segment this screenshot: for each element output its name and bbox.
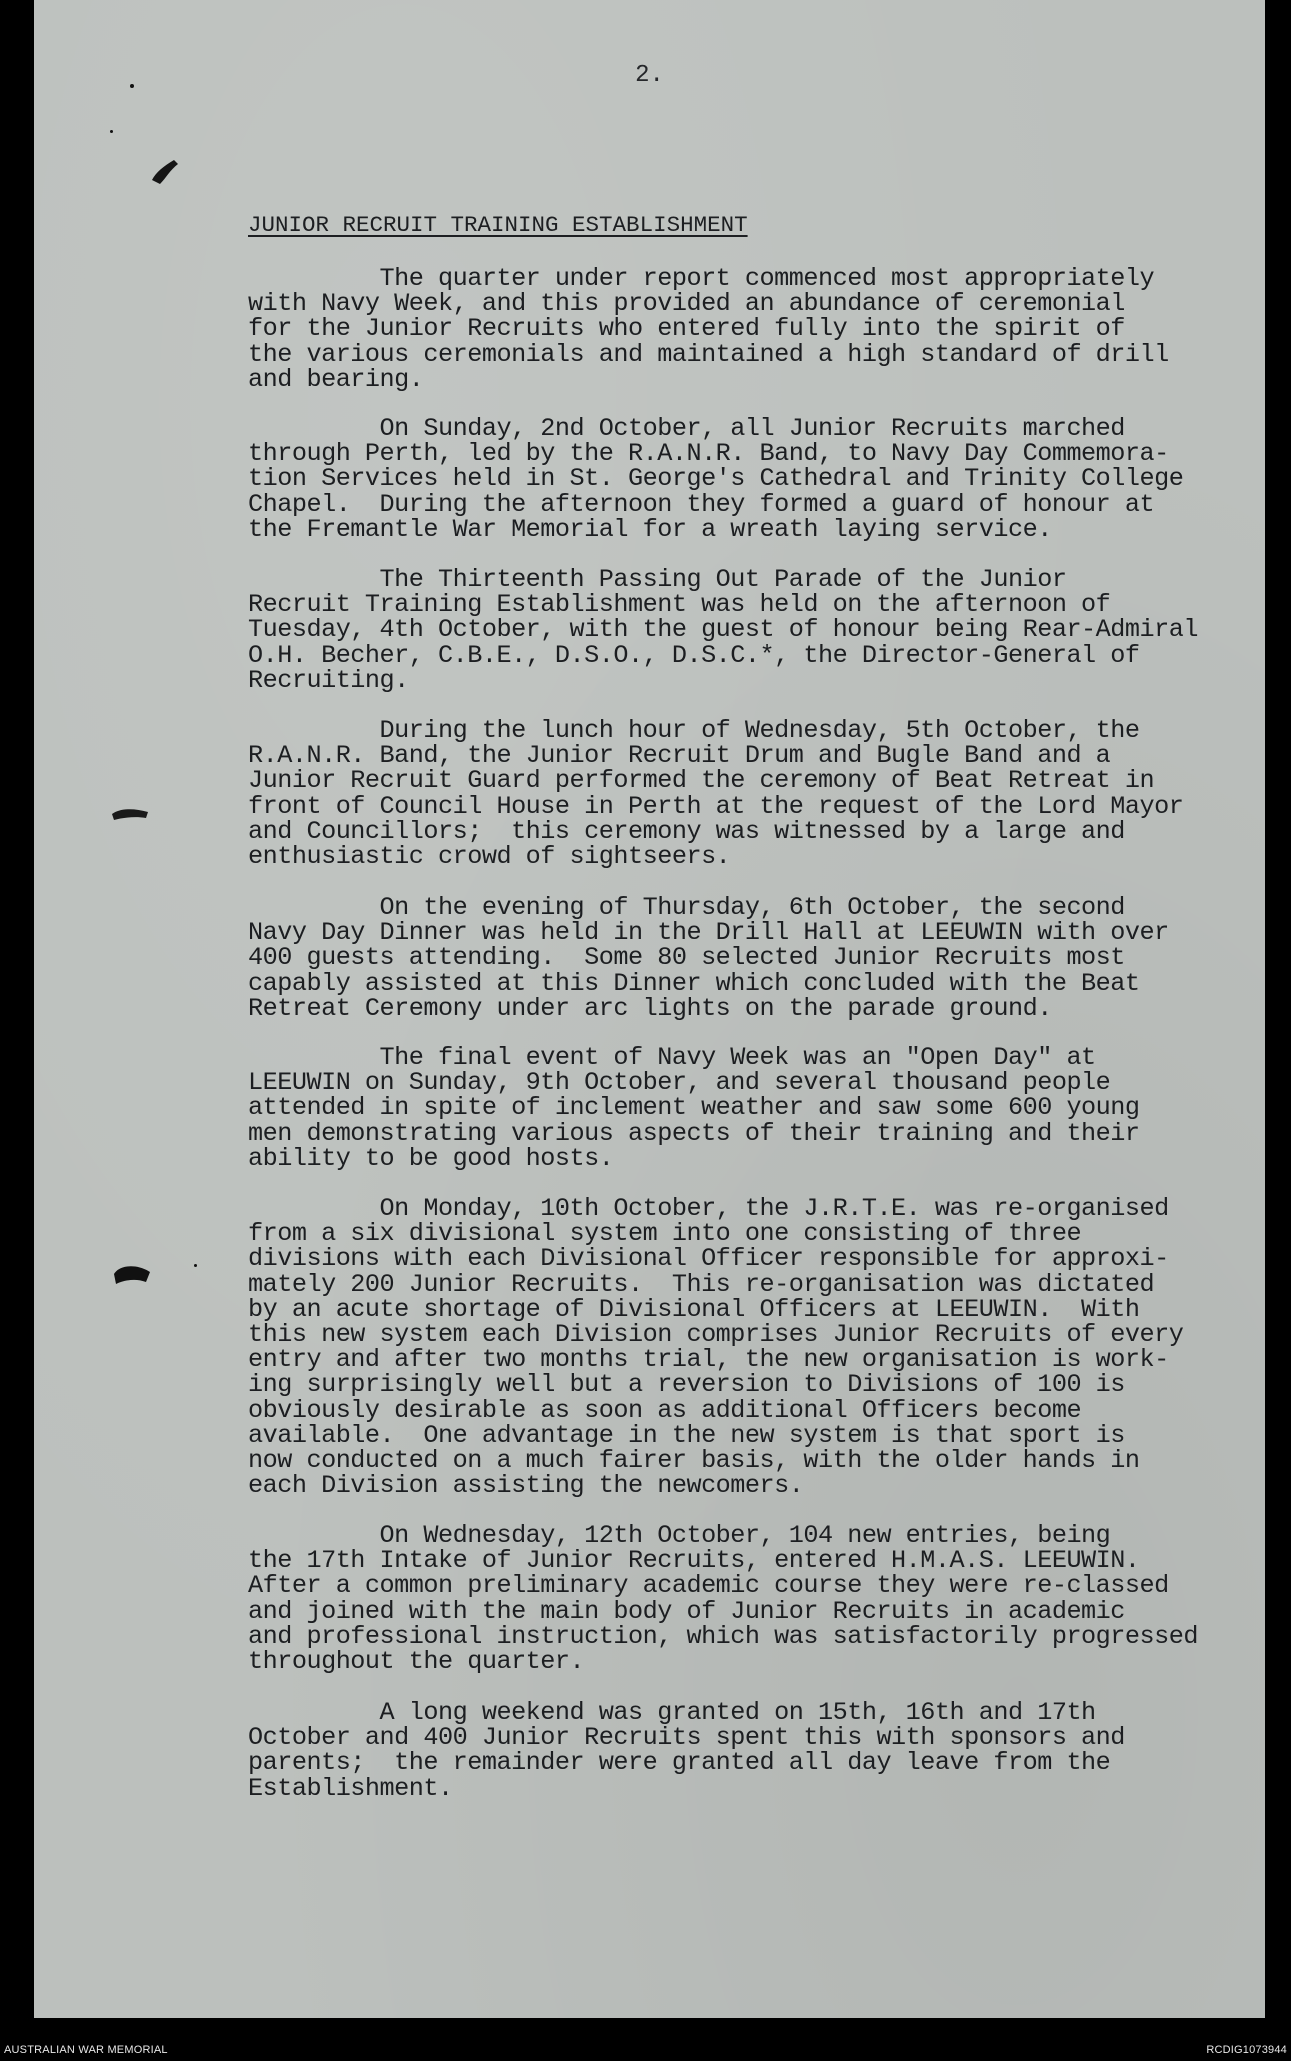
footer-archive-name: AUSTRALIAN WAR MEMORIAL xyxy=(4,2044,168,2056)
paragraph: On Sunday, 2nd October, all Junior Recruits marched through Perth, led by the R.A.N.R. Band, to Navy Day Commemora- tion Services held in St. George's Cathedral and Trinity College Chapel. During the afternoon they formed a guard of honour at the Fremantle War Memorial for a wreath laying service. xyxy=(248,414,1184,544)
speck-mark xyxy=(130,84,134,88)
paragraph: On Wednesday, 12th October, 104 new entries, being the 17th Intake of Junior Recruits, entered H.M.A.S. LEEUWIN. After a common preliminary academic course they were re-classed and joined with the main body of Junior Recruits in academic and professional instruction, which was satisfactorily progressed throughout the quarter. xyxy=(248,1521,1198,1677)
page-number: 2. xyxy=(635,62,664,89)
document-page xyxy=(34,0,1265,2018)
punch-hole-mark xyxy=(110,1258,154,1290)
punch-hole-mark xyxy=(146,152,186,188)
paragraph: The final event of Navy Week was an "Open Day" at LEEUWIN on Sunday, 9th October, and several thousand people attended in spite of inclement weather and saw some 600 young men demonstrating various aspects of their training and their ability to be good hosts. xyxy=(248,1043,1140,1173)
speck-mark xyxy=(110,130,113,133)
footer-record-id: RCDIG1073944 xyxy=(1206,2044,1287,2056)
paragraph: The Thirteenth Passing Out Parade of the Junior Recruit Training Establishment was held on the afternoon of Tuesday, 4th October, with the guest of honour being Rear-Admiral O.H. Becher, C.B.E., D.S.O., D.S.C.*, the Director-General of Recruiting. xyxy=(248,565,1198,695)
paragraph: During the lunch hour of Wednesday, 5th October, the R.A.N.R. Band, the Junior Recruit Drum and Bugle Band and a Junior Recruit Guard performed the ceremony of Beat Retreat in front of Council House in Perth at the request of the Lord Mayor and Councillors; this ceremony was witnessed by a large and enthusiastic crowd of sightseers. xyxy=(248,716,1184,872)
paragraph: On the evening of Thursday, 6th October, the second Navy Day Dinner was held in the Drill Hall at LEEUWIN with over 400 guests attending. Some 80 selected Junior Recruits most capably assisted at this Dinner which concluded with the Beat Retreat Ceremony under arc lights on the parade ground. xyxy=(248,893,1169,1023)
paragraph: The quarter under report commenced most appropriately with Navy Week, and this provided an abundance of ceremonial for the Junior Recruits who entered fully into the spirit of the various ceremonials and maintained a high standard of drill and bearing. xyxy=(248,264,1169,394)
paragraph: A long weekend was granted on 15th, 16th and 17th October and 400 Junior Recruits spent this with sponsors and parents; the remainder were granted all day leave from the Establishment. xyxy=(248,1698,1125,1803)
punch-hole-mark xyxy=(108,800,152,828)
paragraph: On Monday, 10th October, the J.R.T.E. was re-organised from a six divisional system into one consisting of three divisions with each Divisional Officer responsible for approxi- mately 200 Junior Recruits. This re-organisation was dictated by an acute shortage of Divisional Officers at LEEUWIN. With this new system each Division comprises Junior Recruits of every entry and after two months trial, the new organisation is work- ing surprisingly well but a reversion to Divisions of 100 is obviously desirable as soon as additional Officers become available. One advantage in the new system is that sport is now conducted on a much fairer basis, with the older hands in each Division assisting the newcomers. xyxy=(248,1194,1184,1501)
speck-mark xyxy=(194,1264,197,1267)
section-heading: JUNIOR RECRUIT TRAINING ESTABLISHMENT xyxy=(248,212,748,238)
